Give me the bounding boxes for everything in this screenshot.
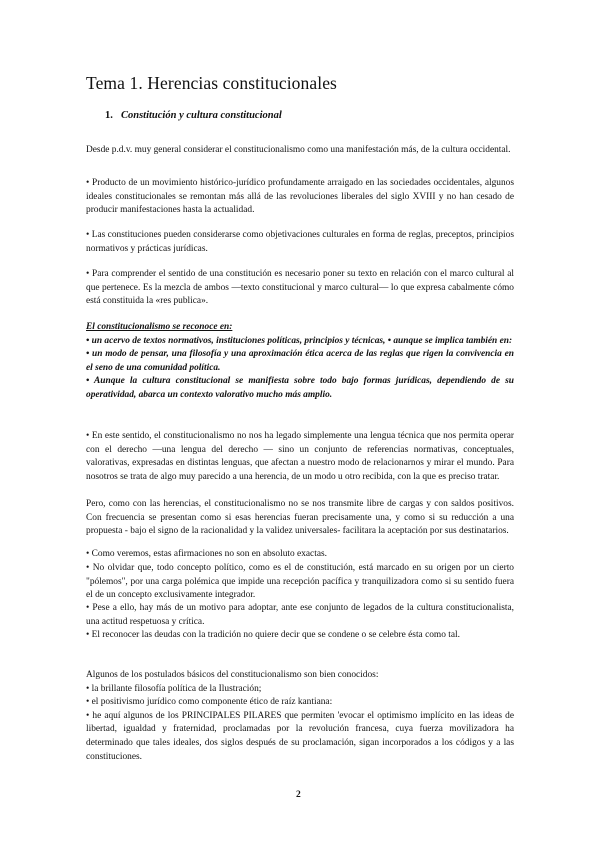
intro-text: Desde p.d.v. muy general considerar el constitucionalismo como una manifestación más, de la cultura occidental.	[86, 145, 511, 155]
bullet-paragraph	[86, 602, 514, 629]
bullet-paragraph	[86, 562, 514, 603]
bullet-paragraph	[86, 430, 514, 484]
recognized-heading: El constitucionalismo se reconoce en:	[86, 322, 233, 332]
intro-paragraph	[86, 144, 514, 158]
bullet-text: • Las constituciones pueden considerarse como objetivaciones culturales en forma de reglas, preceptos, principios normativos y prácticas jurídicas.	[86, 230, 514, 254]
bullet-text: Pero, como con las herencias, el constitucionalismo no se nos transmite libre de cargas y con saldos positivos. Con frecuencia se presentan como si esas herencias fueran precisamente una, y como si su reducción a una propuesta - bajo el signo de la racionalidad y la validez universales- facilitara la aceptación por sus destinatarios.	[86, 499, 514, 537]
page-number: 2	[296, 790, 301, 800]
bullet-text: • En este sentido, el constitucionalismo no nos ha legado simplemente una lengua técnica que nos permita operar con el derecho —una lengua del derecho — sino un conjunto de referencias normativas, conceptuales, valorativas, expresadas en distintas lenguas, que afectan a nuestro modo de relacionarnos y mirar el mundo. Para nosotros se trata de algo muy parecido a una herencia, de un modo u otro recibida, con la que es preciso tratar.	[86, 431, 514, 482]
bullet-paragraph	[86, 498, 514, 539]
postulate-item: • el positivismo jurídico como componente ético de raíz kantiana:	[86, 697, 333, 708]
postulates-intro: Algunos de los postulados básicos del constitucionalismo son bien conocidos:	[86, 670, 379, 680]
bullet-text: • Pese a ello, hay más de un motivo para adoptar, ante ese conjunto de legados de la cultura constitucionalista, una actitud respetuosa y crítica.	[86, 603, 514, 627]
bullet-text: • Producto de un movimiento histórico-jurídico profundamente arraigado en las sociedades occidentales, algunos ideales constitucionales se remontan más allá de las revoluciones liberales del siglo XVIII y no han cesado de producir manifestaciones hasta la actualidad.	[86, 178, 514, 216]
bullet-paragraph	[86, 629, 514, 643]
recognized-item: • un modo de pensar, una filosofía y una aproximación ética acerca de las reglas que rigen la convivencia en el seno de una comunidad política.	[86, 349, 514, 373]
section-heading	[105, 110, 282, 121]
recognized-item-lead: • un acervo de textos normativos, instituciones políticas, principios y técnicas,	[86, 335, 386, 346]
recognized-item-tail: • aunque se implica también en:	[385, 335, 513, 346]
recognized-item: • Aunque la cultura constitucional se manifiesta sobre todo bajo formas jurídicas, dependiendo de su operatividad, abarca un contexto valorativo mucho más amplio.	[86, 376, 514, 400]
bullet-paragraph	[86, 548, 514, 562]
postulate-item: • he aquí algunos de los PRINCIPALES PILARES que permiten 'evocar el optimismo implícito en las ideas de libertad, igualdad y fraternidad, proclamadas por la revolución francesa, cuya fuerza movilizadora ha determinado que tales ideales, dos siglos después de su proclamación, sigan incorporados a los códigos y a las constituciones.	[86, 710, 514, 762]
bullet-paragraph	[86, 268, 514, 309]
bullet-text: • No olvidar que, todo concepto político, como es el de constitución, está marcado en su origen por un cierto "pólemos", por una carga polémica que impide una recepción pacífica y tranquilizadora como si su sentido fuera el de un concepto exclusivamente integrador.	[86, 563, 514, 601]
recognized-block	[86, 321, 514, 403]
postulate-item: • la brillante filosofía política de la Ilustración;	[86, 683, 262, 694]
section-number: 1.	[105, 110, 113, 121]
bullet-paragraph	[86, 177, 514, 218]
bullet-paragraph	[86, 229, 514, 256]
section-title: Constitución y cultura constitucional	[121, 110, 282, 121]
bullet-text: • El reconocer las deudas con la tradición no quiere decir que se condene o se celebre ésta como tal.	[86, 630, 460, 640]
page-title: Tema 1. Herencias constitucionales	[86, 73, 337, 93]
bullet-text: • Como veremos, estas afirmaciones no son en absoluto exactas.	[86, 549, 327, 559]
recognized-item	[86, 335, 514, 349]
postulates-block	[86, 669, 514, 764]
bullet-text: • Para comprender el sentido de una constitución es necesario poner su texto en relación con el marco cultural al que pertenece. Es la mezcla de ambos —texto constitucional y marco cultural— lo que expresa cabalmente cómo está constituida la «res publica».	[86, 269, 514, 307]
